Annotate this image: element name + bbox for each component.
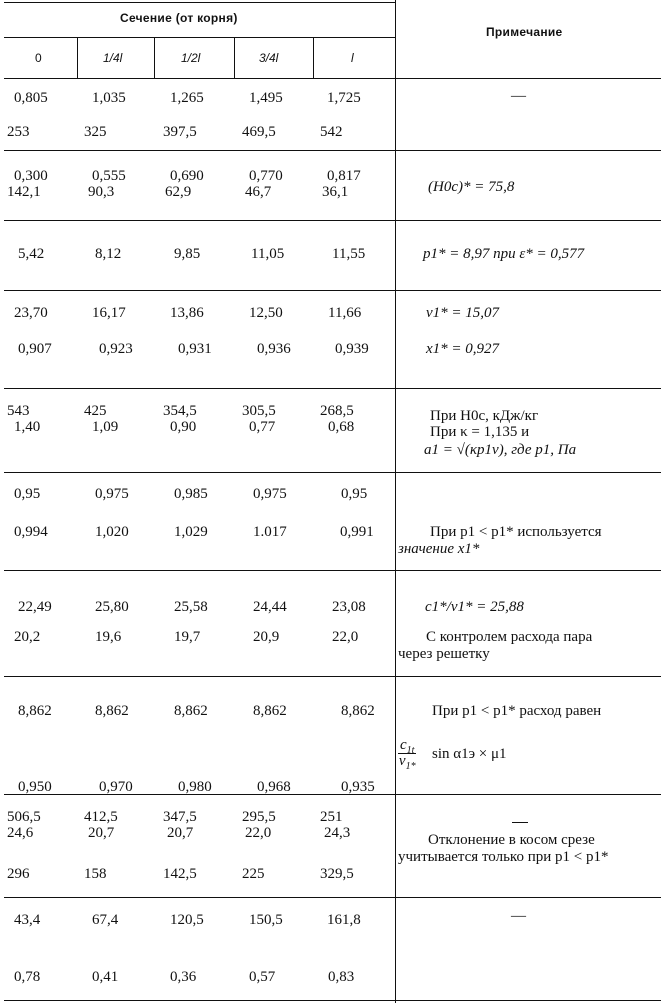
- note-text: При p1 < p1* используется: [430, 524, 602, 540]
- table-cell: 0,77: [249, 419, 276, 435]
- note-text: При p1 < p1* расход равен: [432, 703, 602, 719]
- table-cell: 225: [242, 866, 265, 882]
- col-divider-3: [234, 37, 235, 79]
- column-header-0: 0: [35, 51, 42, 65]
- table-cell: 1,035: [92, 90, 126, 106]
- table-cell: 142,5: [163, 866, 197, 882]
- row-rule-6: [4, 570, 661, 571]
- table-cell: 0,939: [335, 341, 369, 357]
- table-cell: 36,1: [322, 184, 349, 200]
- table-cell: 0,690: [170, 168, 204, 184]
- table-cell: 16,17: [92, 305, 126, 321]
- table-cell: 1.017: [253, 524, 287, 540]
- table-cell: 0,936: [257, 341, 291, 357]
- table-cell: 23,08: [332, 599, 366, 615]
- table-cell: 1,020: [95, 524, 129, 540]
- table-cell: 0,78: [14, 969, 41, 985]
- table-cell: 0,970: [99, 779, 133, 795]
- table-cell: 1,029: [174, 524, 208, 540]
- table-cell: 347,5: [163, 809, 197, 825]
- table-cell: 8,862: [253, 703, 287, 719]
- table-cell: 22,0: [245, 825, 272, 841]
- note-text: Отклонение в косом срезе: [428, 832, 595, 848]
- table-cell: 8,862: [341, 703, 375, 719]
- table-cell: 0,95: [14, 486, 41, 502]
- table-cell: 412,5: [84, 809, 118, 825]
- row-rule-4: [4, 388, 661, 389]
- table-cell: 8,862: [174, 703, 208, 719]
- note-column-title: Примечание: [486, 25, 563, 39]
- table-cell: 329,5: [320, 866, 354, 882]
- table-cell: 0,980: [178, 779, 212, 795]
- table-cell: 1,265: [170, 90, 204, 106]
- table-cell: 24,6: [7, 825, 34, 841]
- row-rule-2: [4, 220, 661, 221]
- table-cell: 19,7: [174, 629, 201, 645]
- table-cell: 325: [84, 124, 107, 140]
- table-cell: 0,975: [95, 486, 129, 502]
- note-text: p1* = 8,97 при ε* = 0,577: [423, 246, 585, 262]
- row-rule-1: [4, 150, 661, 151]
- table-cell: 0,805: [14, 90, 48, 106]
- note-text: x1* = 0,927: [426, 341, 500, 357]
- table-cell: 142,1: [7, 184, 41, 200]
- note-text: При H0c, кДж/кг: [430, 408, 539, 424]
- sections-title: Сечение (от корня): [120, 11, 238, 25]
- table-cell: 12,50: [249, 305, 283, 321]
- table-cell: 161,8: [327, 912, 361, 928]
- table-cell: 25,58: [174, 599, 208, 615]
- table-cell: 0,300: [14, 168, 48, 184]
- table-cell: 11,66: [328, 305, 362, 321]
- table-cell: 9,85: [174, 246, 201, 262]
- table-cell: 8,12: [95, 246, 122, 262]
- table-cell: 25,80: [95, 599, 129, 615]
- table-cell: 150,5: [249, 912, 283, 928]
- table-cell: 354,5: [163, 403, 197, 419]
- table-cell: 0,907: [18, 341, 52, 357]
- note-text: v1* = 15,07: [426, 305, 500, 321]
- col-divider-2: [154, 37, 155, 79]
- table-cell: 0,41: [92, 969, 119, 985]
- table-cell: 0,90: [170, 419, 197, 435]
- table-cell: 0,83: [328, 969, 355, 985]
- table-cell: 23,70: [14, 305, 48, 321]
- table-cell: 22,49: [18, 599, 52, 615]
- table-cell: 0,975: [253, 486, 287, 502]
- table-cell: 0,931: [178, 341, 212, 357]
- table-cell: 0,985: [174, 486, 208, 502]
- table-cell: 20,9: [253, 629, 280, 645]
- table-cell: 20,2: [14, 629, 41, 645]
- table-cell: 0,994: [14, 524, 48, 540]
- note-text: c1*/v1* = 25,88: [425, 599, 524, 615]
- note-text: С контролем расхода пара: [426, 629, 593, 645]
- table-cell: 0,968: [257, 779, 291, 795]
- table-cell: 24,44: [253, 599, 287, 615]
- table-bottom-rule: [4, 1000, 661, 1001]
- table-cell: 0,770: [249, 168, 283, 184]
- row-rule-7: [4, 676, 661, 677]
- table-cell: 253: [7, 124, 30, 140]
- table-cell: 11,55: [332, 246, 366, 262]
- row-rule-5: [4, 472, 661, 473]
- table-cell: 0,555: [92, 168, 126, 184]
- column-header-three-quarter: 3/4l: [259, 51, 279, 65]
- note-text: sin α1э × μ1: [432, 746, 507, 762]
- header-bottom-rule: [4, 78, 661, 79]
- table-cell: 5,42: [18, 246, 45, 262]
- table-cell: 1,495: [249, 90, 283, 106]
- column-header-half: 1/2l: [181, 51, 201, 65]
- header-sub-rule: [4, 37, 396, 38]
- table-top-rule: [4, 2, 396, 3]
- note-text: значение x1*: [398, 541, 480, 557]
- table-cell: 542: [320, 124, 343, 140]
- table-cell: 8,862: [18, 703, 52, 719]
- table-cell: 268,5: [320, 403, 354, 419]
- table-cell: 24,3: [324, 825, 351, 841]
- table-cell: 120,5: [170, 912, 204, 928]
- table-cell: 506,5: [7, 809, 41, 825]
- note-dash: —: [511, 88, 526, 104]
- table-cell: 1,40: [14, 419, 41, 435]
- table-cell: 43,4: [14, 912, 41, 928]
- table-cell: 8,862: [95, 703, 129, 719]
- table-cell: 13,86: [170, 305, 204, 321]
- table-cell: 0,991: [340, 524, 374, 540]
- table-cell: 90,3: [88, 184, 115, 200]
- note-text: При κ = 1,135 и: [430, 424, 530, 440]
- note-text: учитывается только при p1 < p1*: [398, 849, 609, 865]
- note-rule: [512, 822, 528, 823]
- note-fraction: [398, 737, 416, 772]
- column-header-quarter: 1/4l: [103, 51, 123, 65]
- note-text: a1 = √(κp1v), где p1, Па: [424, 442, 577, 458]
- table-cell: 296: [7, 866, 30, 882]
- table-cell: 62,9: [165, 184, 192, 200]
- table-cell: 0,68: [328, 419, 355, 435]
- table-cell: 19,6: [95, 629, 122, 645]
- table-cell: 22,0: [332, 629, 359, 645]
- table-cell: 46,7: [245, 184, 272, 200]
- table-cell: 0,923: [99, 341, 133, 357]
- table-cell: 67,4: [92, 912, 119, 928]
- table-cell: 1,725: [327, 90, 361, 106]
- row-rule-9: [4, 897, 661, 898]
- table-cell: 0,57: [249, 969, 276, 985]
- table-cell: 0,817: [327, 168, 361, 184]
- table-cell: 20,7: [167, 825, 194, 841]
- table-cell: 305,5: [242, 403, 276, 419]
- table-cell: 0,36: [170, 969, 197, 985]
- table-cell: 11,05: [251, 246, 285, 262]
- col-divider-1: [77, 37, 78, 79]
- table-cell: 0,950: [18, 779, 52, 795]
- table-cell: 251: [320, 809, 343, 825]
- row-rule-3: [4, 290, 661, 291]
- col-divider-4: [313, 37, 314, 79]
- table-cell: 0,935: [341, 779, 375, 795]
- table-cell: 1,09: [92, 419, 119, 435]
- column-header-full: l: [351, 51, 354, 65]
- table-cell: 397,5: [163, 124, 197, 140]
- table-cell: 425: [84, 403, 107, 419]
- table-cell: 20,7: [88, 825, 115, 841]
- table-cell: 469,5: [242, 124, 276, 140]
- table-cell: 158: [84, 866, 107, 882]
- fraction: $\frac{c_{1t}}{v_{1*}}$: [398, 737, 416, 772]
- table-cell: 295,5: [242, 809, 276, 825]
- note-text: (H0c)* = 75,8: [428, 179, 515, 195]
- table-cell: 543: [7, 403, 30, 419]
- table-cell: 0,95: [341, 486, 368, 502]
- note-dash: —: [511, 908, 526, 924]
- note-text: через решетку: [398, 646, 490, 662]
